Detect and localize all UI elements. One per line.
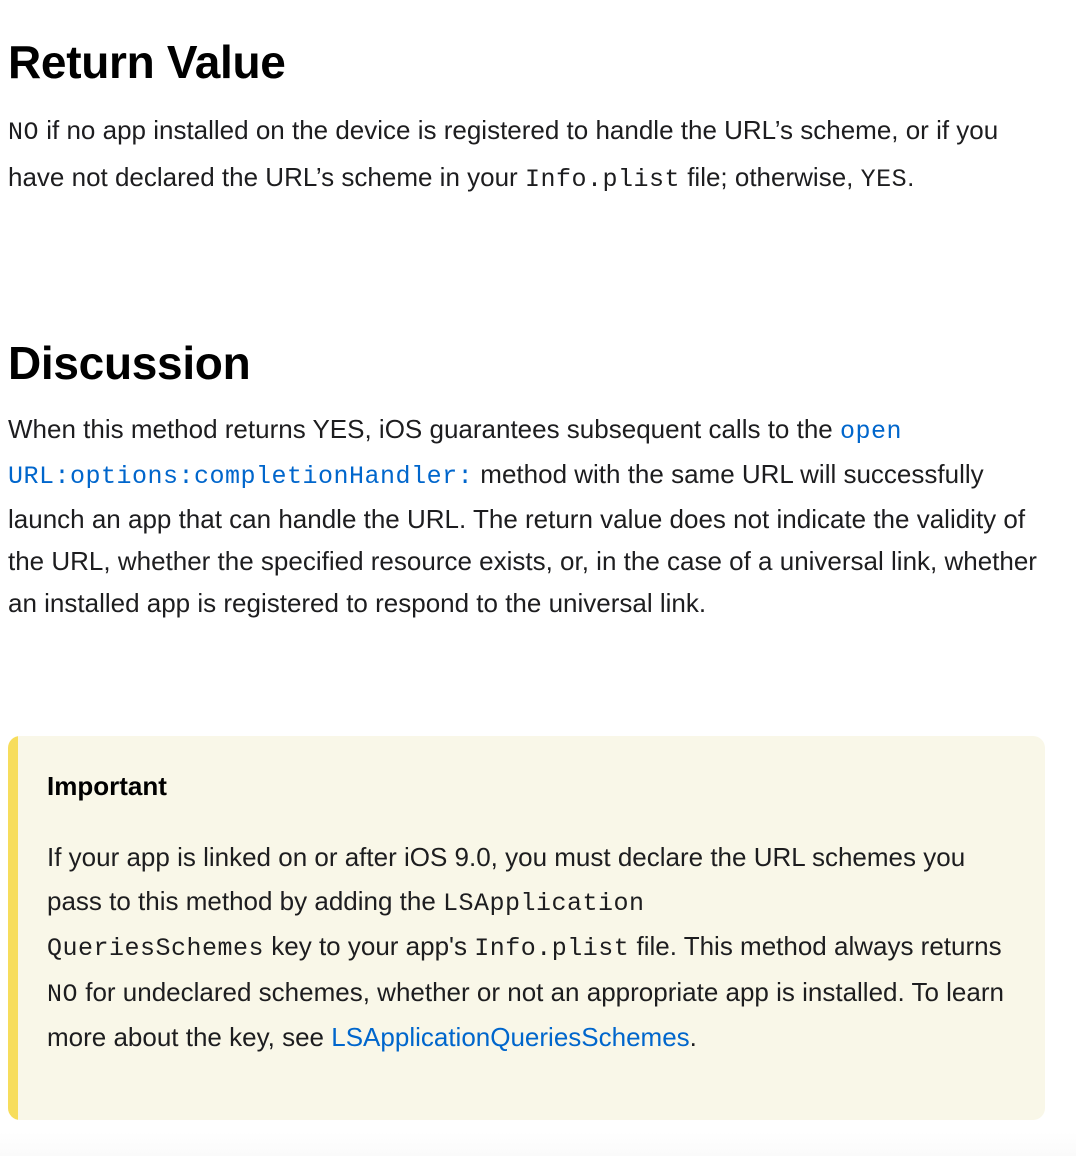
important-text <box>47 836 1007 1060</box>
no-keyword: NO <box>47 979 79 1009</box>
discussion-text-1: When this method returns YES, iOS guarantees subsequent calls to the <box>8 414 840 444</box>
ls-application-queries-schemes-link[interactable]: LSApplicationQueriesSchemes <box>331 1022 690 1052</box>
callout-accent-bar <box>8 736 18 1120</box>
discussion-text-2: method with the same URL will successfully launch an app that can handle the URL. The return value does not indicate the validity of the URL, whether the specified resource exists, or, in the case of a universal link, whether an installed app is registered to respond to the universal link. <box>8 459 1037 618</box>
important-text-1: If your app is linked on or after iOS 9.0, you must declare the URL schemes you pass to this method by adding the <box>47 842 966 916</box>
important-text-4: for undeclared schemes, whether or not an appropriate app is installed. To learn more about the key, see <box>47 976 1004 1052</box>
info-plist-code: Info.plist <box>524 165 680 194</box>
return-value-paragraph <box>8 108 1044 202</box>
return-value-text-2: file; otherwise, <box>679 162 861 192</box>
important-text-3: file. This method always returns <box>629 931 1002 961</box>
return-value-text-3: . <box>907 162 915 192</box>
info-plist-code: Info.plist <box>474 934 630 963</box>
important-title: Important <box>47 771 167 801</box>
open-url-link-part-2: URL:options:completionHandler: <box>8 462 474 491</box>
ls-queries-code-part-2: QueriesSchemes <box>47 934 265 963</box>
yes-keyword: YES <box>860 165 908 194</box>
important-callout <box>8 736 1045 1120</box>
ls-queries-code-part-1: LSApplication <box>443 888 645 918</box>
no-keyword: NO <box>8 118 40 147</box>
return-value-text-1: if no app installed on the device is registered to handle the URL’s scheme, or if you have not declared the URL’s scheme in your <box>8 115 999 192</box>
discussion-heading: Discussion <box>8 337 251 389</box>
important-text-5: . <box>689 1022 697 1052</box>
important-text-2: key to your app's <box>264 931 475 961</box>
open-url-link-part-1: open <box>840 417 903 446</box>
bottom-edge <box>0 1132 1076 1156</box>
return-value-heading: Return Value <box>8 36 286 88</box>
discussion-paragraph <box>8 408 1044 624</box>
